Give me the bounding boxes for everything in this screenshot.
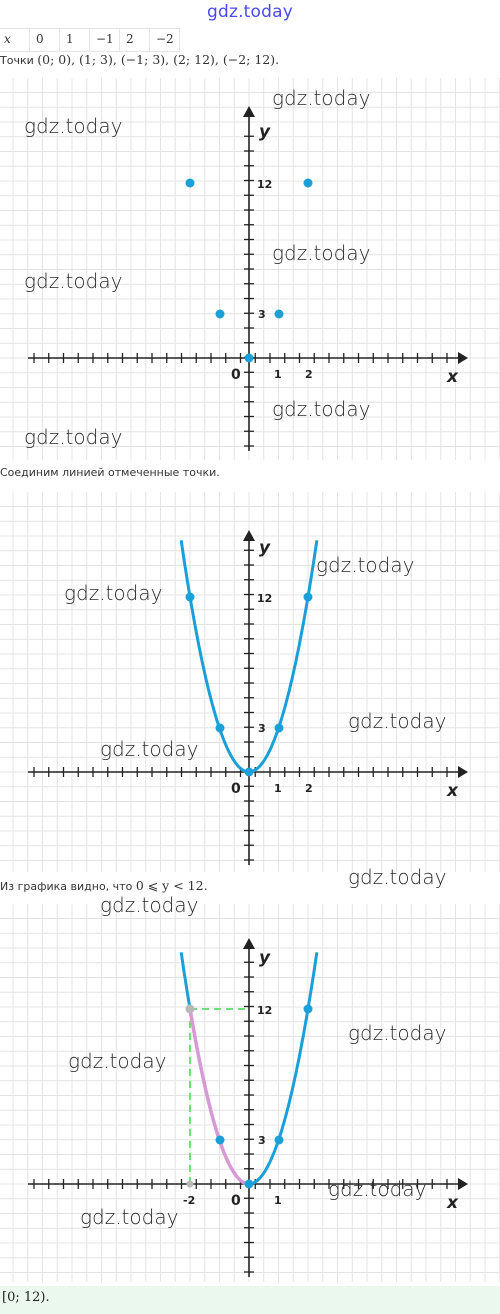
y-axis bbox=[243, 938, 255, 1277]
watermark: gdz.today bbox=[100, 737, 199, 761]
watermark: gdz.today bbox=[100, 893, 199, 917]
answer-text: [0; 12). bbox=[2, 1290, 50, 1305]
conclusion-sentence bbox=[0, 878, 208, 893]
point-1-3 bbox=[275, 724, 284, 733]
connect-sentence: Соединим линией отмеченные точки. bbox=[0, 466, 220, 479]
watermark: gdz.today bbox=[24, 425, 123, 449]
point-2-12 bbox=[304, 593, 313, 602]
watermark: gdz.today bbox=[68, 1049, 167, 1073]
watermark: gdz.today bbox=[348, 865, 447, 889]
table-cell: x bbox=[0, 29, 30, 51]
point-0-0 bbox=[245, 354, 254, 363]
conclusion-inequality: 0 ⩽ y < 12. bbox=[135, 878, 208, 893]
x-axis-label: x bbox=[447, 781, 458, 801]
graph-parabola bbox=[0, 492, 500, 872]
point-1-3 bbox=[275, 310, 284, 319]
conclusion-label: Из графика видно, что bbox=[0, 880, 136, 893]
origin-label: 0 bbox=[231, 1193, 241, 1209]
point-m2-12-open bbox=[186, 1005, 195, 1014]
watermark: gdz.today bbox=[80, 1205, 179, 1229]
y-axis-label: y bbox=[259, 122, 271, 142]
origin-label: 0 bbox=[231, 781, 241, 797]
y-axis bbox=[243, 106, 255, 451]
tick-label-3: 3 bbox=[258, 308, 266, 321]
points-label: Точки bbox=[0, 54, 38, 67]
point-2-12 bbox=[304, 1005, 313, 1014]
watermark: gdz.today bbox=[24, 269, 123, 293]
tick-label-3: 3 bbox=[258, 1134, 266, 1147]
watermark: gdz.today bbox=[272, 86, 371, 110]
tick-label-1: 1 bbox=[274, 368, 282, 381]
table-cell: 1 bbox=[60, 29, 90, 51]
watermark: gdz.today bbox=[348, 709, 447, 733]
origin-label: 0 bbox=[231, 367, 241, 383]
graph-range bbox=[0, 904, 500, 1282]
points-sentence bbox=[0, 52, 279, 67]
point-m2-12 bbox=[186, 593, 195, 602]
tick-label-1: 1 bbox=[274, 782, 282, 795]
tick-label-12: 12 bbox=[257, 1004, 273, 1017]
watermark: gdz.today bbox=[24, 114, 123, 138]
y-axis-label: y bbox=[259, 538, 271, 558]
point-m1-3 bbox=[216, 724, 225, 733]
table-cell: 2 bbox=[120, 29, 150, 51]
point-m2-12 bbox=[186, 179, 195, 188]
tick-label-3: 3 bbox=[258, 722, 266, 735]
x-axis-label: x bbox=[447, 1193, 458, 1213]
point-0-0 bbox=[245, 768, 254, 777]
table-cell: 0 bbox=[30, 29, 60, 51]
tick-label-2: 2 bbox=[305, 368, 313, 381]
point-2-12 bbox=[304, 179, 313, 188]
grid bbox=[0, 904, 500, 1282]
point-0-0 bbox=[245, 1180, 254, 1189]
watermark: gdz.today bbox=[328, 1177, 427, 1201]
tick-label-2: 2 bbox=[305, 782, 313, 795]
grid bbox=[0, 492, 500, 872]
watermark: gdz.today bbox=[316, 553, 415, 577]
x-axis-label: x bbox=[447, 367, 458, 387]
table-cell: −1 bbox=[90, 29, 120, 51]
points-list: (0; 0), (1; 3), (−1; 3), (2; 12), (−2; 12). bbox=[37, 52, 280, 67]
site-logo[interactable]: gdz.today bbox=[206, 2, 294, 22]
point-m2-0 bbox=[187, 1181, 194, 1188]
watermark: gdz.today bbox=[272, 397, 371, 421]
tick-label-m2: -2 bbox=[183, 1194, 196, 1207]
tick-label-12: 12 bbox=[257, 178, 273, 191]
point-m1-3 bbox=[216, 1136, 225, 1145]
watermark: gdz.today bbox=[272, 241, 371, 265]
tick-label-1: 1 bbox=[274, 1194, 282, 1207]
y-axis-label: y bbox=[259, 948, 271, 968]
answer-box bbox=[0, 1286, 500, 1314]
watermark: gdz.today bbox=[348, 1021, 447, 1045]
tick-label-12: 12 bbox=[257, 592, 273, 605]
watermark: gdz.today bbox=[64, 581, 163, 605]
point-1-3 bbox=[275, 1136, 284, 1145]
values-table bbox=[0, 28, 180, 52]
point-m1-3 bbox=[216, 310, 225, 319]
table-cell: −2 bbox=[150, 29, 180, 51]
